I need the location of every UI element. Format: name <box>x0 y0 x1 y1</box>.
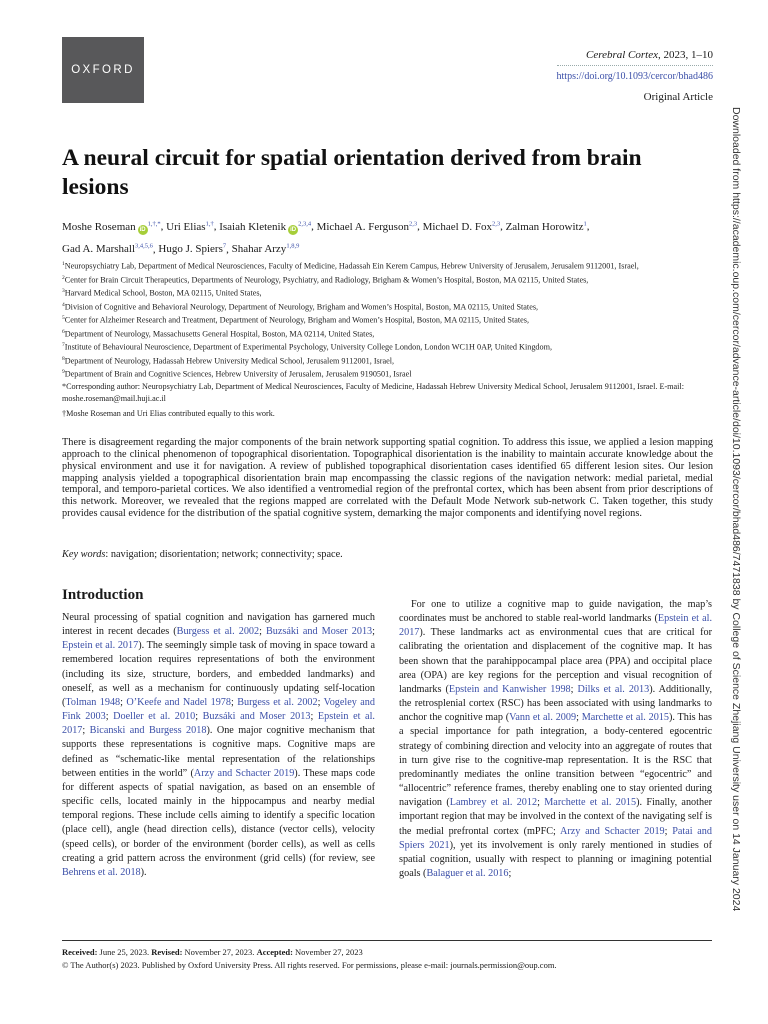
citation-link[interactable]: Marchette et al. 2015 <box>581 712 669 724</box>
affiliation-text: Department of Brain and Cognitive Sciences, Hebrew University of Jerusalem, Jerusalem 9190501, Israel <box>64 369 412 379</box>
citation-link[interactable]: Epstein et al. 2017 <box>399 613 712 639</box>
affiliation <box>62 354 712 368</box>
author-name[interactable]: Moshe Roseman <box>62 220 136 233</box>
affiliation-text: Institute of Behavioural Neuroscience, Department of Experimental Psychology, University College London, London WC1H 0AP, United Kingdom, <box>64 342 553 352</box>
affiliation <box>62 340 712 354</box>
author-name[interactable]: Hugo J. Spiers <box>158 243 223 256</box>
article-footer <box>62 946 712 972</box>
received-date: June 25, 2023. <box>97 947 150 957</box>
abstract: There is disagreement regarding the major components of the brain network supporting spatial cognition. To address this issue, we applied a lesion mapping approach to the clinical phenomenon of topographical disorientation. Topographical disorientation is the inability to maintain accurate knowledge about the physical environment and use it for navigation. A review of published topographical disorientation cases identified 65 different lesion sites. Our lesion mapping analysis yielded a topographical disorientation brain map encompassing the classic regions of the navigation network: medial parietal, medial temporal, and temporo-parietal cortices. We also identified a ventromedial region of the prefrontal cortex, which has been absent from prior descriptions of this network. Moreover, we revealed that the regions mapped are correlated with the Default Mode Network sub-network C. Taken together, this study provides causal evidence for the distribution of the spatial cognitive system, demarking the major components and identifying novel regions. <box>62 437 713 520</box>
keywords-text: : navigation; disorientation; network; connectivity; space. <box>105 549 343 560</box>
affiliation <box>62 327 712 341</box>
received-label: Received: <box>62 947 98 957</box>
oxford-logo <box>62 37 144 103</box>
citation-link[interactable]: Burgess et al. 2002 <box>237 696 318 708</box>
author[interactable] <box>62 221 161 233</box>
affiliations <box>62 259 712 420</box>
publisher-name: OXFORD <box>71 64 135 76</box>
journal-citation <box>557 45 713 65</box>
corresponding-author: *Corresponding author: Neuropsychiatry Lab, Department of Medical Neurosciences, Faculty of Medicine, Hadassah Hebrew University Medical School, Jerusalem 9112001, Israel. E-mail: moshe.roseman@mail.huji.ac.il <box>62 381 684 403</box>
affiliation-number: 4 <box>62 301 65 308</box>
author-affiliation-marks: 2,3 <box>408 220 418 227</box>
author-affiliation-marks: 1,† <box>205 220 214 227</box>
citation-link[interactable]: Behrens et al. 2018 <box>62 866 141 878</box>
author-name[interactable]: Gad A. Marshall <box>62 243 136 256</box>
author-affiliation-marks: 1 <box>583 220 587 227</box>
author-name[interactable]: Michael A. Ferguson <box>316 220 409 233</box>
history-dates <box>62 946 712 959</box>
accepted-date: November 27, 2023 <box>292 947 363 957</box>
affiliation <box>62 300 712 314</box>
keywords <box>62 549 713 560</box>
citation-link[interactable]: Marchette et al. 2015 <box>544 797 637 809</box>
author-affiliation-marks: 1,†,* <box>147 220 161 227</box>
affiliation-text: Center for Alzheimer Research and Treatment, Department of Neurology, Brigham and Women’s Hospital, Boston, MA 02115, United States, <box>64 315 530 325</box>
author[interactable] <box>317 221 418 233</box>
accepted-label: Accepted: <box>256 947 293 957</box>
author-affiliation-marks: 1,8,9 <box>286 242 300 250</box>
citation-link[interactable]: Patai and Spiers 2021 <box>399 825 712 851</box>
affiliation-number: 2 <box>62 274 65 281</box>
author-affiliation-marks: 3,4,5,6 <box>135 242 153 250</box>
affiliation-text: Department of Neurology, Hadassah Hebrew University Medical School, Jerusalem 9112001, Israel, <box>64 356 395 366</box>
orcid-icon[interactable]: iD <box>290 226 297 233</box>
author[interactable] <box>506 221 587 233</box>
citation-link[interactable]: Vogeley and Fink 2003 <box>62 696 375 723</box>
intro-paragraph-right: For one to utilize a cognitive map to guide navigation, the map’s coordinates must be anchored to stable real-world landmarks (Epstein et al. 2017). These landmarks act as environmental cues that are critical for calibrating the orientation and displacement of the cognitive map. It has been shown that the parahippocampal place area (PPA) and occipital place area (OPA) are key regions for the perception and visual recognition of landmarks (Epstein and Kanwisher 1998; Dilks et al. 2013). Additionally, the retrosplenial cortex (RSC) has been associated with using landmarks to anchor the cognitive map (Vann et al. 2009; Marchette et al. 2015). This has a special importance for path integration, a body-centered egocentric strategy of combining direction and velocity into an aggregate of routes that in turn give rise to the cognitive-map representation. It is the RSC that predominantly mediates the online transition between “egocentric” and “allocentric” reference frames, thereby enabling one to stay oriented during navigation (Lambrey et al. 2012; Marchette et al. 2015). Finally, another important region that may be involved in the context of the navigating self is the medial prefrontal cortex (mPFC; Arzy and Schacter 2019; Patai and Spiers 2021), yet its involvement is only rarely mentioned in studies of spatial cognition, usually with respect to planning or imagining potential goals (Balaguer et al. 2016; <box>399 599 713 879</box>
affiliation-number: 8 <box>62 355 65 362</box>
affiliation-number: 3 <box>62 288 65 295</box>
author-name[interactable]: Uri Elias <box>166 220 206 233</box>
author-list: Moshe Roseman $iD^{1,\dagger,*}$, Uri Elias$^{1,\dagger}$, Isaiah Kletenik iD$^{2,3,4}$, Michael A. Ferguson$^{2,3}$, Michael D. Fox$^{2,3}$, Zalman Horowitz$^1$, Gad A. Marshall$^{3,4,5,6}$, Hugo J. Spiers$^7$, Shahar Arzy$^{1,8,9}$ <box>62 220 590 256</box>
affiliation <box>62 273 712 287</box>
citation-link[interactable]: Buzsáki and Moser 2013 <box>202 711 311 723</box>
article-title: A neural circuit for spatial orientation derived from brain lesions <box>62 145 642 200</box>
journal-name: Cerebral Cortex <box>586 49 658 61</box>
affiliation-text: Center for Brain Circuit Therapeutics, Departments of Neurology, Psychiatry, and Radiology, Brigham & Women’s Hospital, Boston, MA 02115, United States, <box>64 275 589 285</box>
footer-divider <box>62 940 712 941</box>
affiliation-number: 9 <box>62 369 65 376</box>
citation-link[interactable]: Buzsáki and Moser 2013 <box>266 626 373 638</box>
citation-link[interactable]: Epstein et al. 2017 <box>62 640 139 652</box>
affiliation <box>62 367 712 381</box>
affiliation <box>62 286 712 300</box>
citation-link[interactable]: Arzy and Schacter 2019 <box>560 825 665 837</box>
citation-link[interactable]: O’Keefe and Nadel 1978 <box>126 696 231 708</box>
author[interactable] <box>62 243 153 255</box>
citation-link[interactable]: Bicanski and Burgess 2018 <box>89 725 207 737</box>
author[interactable] <box>166 221 214 233</box>
citation-link[interactable]: Vann et al. 2009 <box>509 712 577 724</box>
affiliation-text: Harvard Medical School, Boston, MA 02115, United States, <box>64 288 262 298</box>
intro-paragraph-left: Neural processing of spatial cognition and navigation has garnered much interest in recent decades (Burgess et al. 2002; Buzsáki and Moser 2013; Epstein et al. 2017). The seemingly simple task of moving in space toward a remembered location requires representations of both the environment (including its size, structure, borders, and embedded landmarks) and oneself, as well as a mechanism for continuously updating self-location (Tolman 1948; O’Keefe and Nadel 1978; Burgess et al. 2002; Vogeley and Fink 2003; Doeller et al. 2010; Buzsáki and Moser 2013; Epstein et al. 2017; Bicanski and Burgess 2018). One major cognitive mechanism that supports these representations is cognitive maps. Cognitive maps are defined as “schematic-like mental representation of the relationships between entities in the world” (Arzy and Schacter 2019). These maps code for different aspects of spatial navigation, as based on an ensemble of specific cells, located mainly in the hippocampus and nearby medial temporal regions. These include cells aiming to identify a specific location (place cell), angle (head direction cells), distance (vector cells), velocity (speed cells), or border of the environment (border cells), as well as cells creating a grid pattern across the environment (grid cells) (for review, see Behrens et al. 2018). <box>62 612 375 878</box>
orcid-icon[interactable]: iD <box>139 226 146 233</box>
affiliation-number: 6 <box>62 328 65 335</box>
citation-link[interactable]: Burgess et al. 2002 <box>176 626 260 638</box>
affiliation-number: 5 <box>62 315 65 322</box>
citation-link[interactable]: Arzy and Schacter 2019 <box>193 767 295 779</box>
author-name[interactable]: Isaiah Kletenik <box>219 220 287 233</box>
download-stamp: Downloaded from https://academic.oup.com/cercor/advance-article/doi/10.1093/cercor/bhad486/7471838 by College of Science Zhejiang University user on 14 January 2024 <box>730 107 742 912</box>
affiliation-text: Neuropsychiatry Lab, Department of Medical Neurosciences, Faculty of Medicine, Hadassah Ein Kerem Campus, Hebrew University of Jerusalem, Jerusalem 9112001, Israel, <box>64 261 639 271</box>
citation-link[interactable]: Tolman 1948 <box>65 696 121 708</box>
author[interactable] <box>219 221 311 233</box>
keywords-label: Key words <box>62 549 106 560</box>
author[interactable] <box>158 243 226 255</box>
author-name[interactable]: Michael D. Fox <box>422 220 492 233</box>
citation-link[interactable]: Doeller et al. 2010 <box>113 711 196 723</box>
citation-link[interactable]: Balaguer et al. 2016 <box>426 867 509 879</box>
citation-link[interactable]: Epstein et al. 2017 <box>62 711 375 737</box>
equal-contribution-note: †Moshe Roseman and Uri Elias contributed equally to this work. <box>62 409 275 419</box>
revised-label: Revised: <box>151 947 183 957</box>
doi-link[interactable]: https://doi.org/10.1093/cercor/bhad486 <box>557 65 713 87</box>
section-heading-introduction: Introduction <box>62 587 144 603</box>
affiliation-text: Department of Neurology, Massachusetts General Hospital, Boston, MA 02114, United States, <box>64 329 375 339</box>
affiliation <box>62 259 712 273</box>
citation-link[interactable]: Lambrey et al. 2012 <box>449 797 538 809</box>
journal-year-pages: , 2023, 1–10 <box>658 49 713 61</box>
author-name[interactable]: Zalman Horowitz <box>505 220 584 233</box>
journal-header <box>557 45 713 107</box>
citation-link[interactable]: Dilks et al. 2013 <box>577 683 650 695</box>
revised-date: November 27, 2023. <box>182 947 255 957</box>
author[interactable] <box>232 243 300 255</box>
author[interactable] <box>423 221 500 233</box>
affiliation-number: 1 <box>62 261 65 267</box>
affiliation <box>62 313 712 327</box>
affiliation-text: Division of Cognitive and Behavioral Neurology, Department of Neurology, Brigham and Women’s Hospital, Boston, MA 02115, United States, <box>64 302 539 312</box>
author-affiliation-marks: 2,3 <box>491 220 501 227</box>
affiliation-number: 7 <box>62 342 65 349</box>
copyright: © The Author(s) 2023. Published by Oxford University Press. All rights reserved. For permissions, please e-mail: journals.permission@oup.com. <box>62 960 557 970</box>
author-affiliation-marks: 7 <box>222 242 227 250</box>
author-name[interactable]: Shahar Arzy <box>231 243 287 256</box>
citation-link[interactable]: Epstein and Kanwisher 1998 <box>448 683 571 695</box>
author-affiliation-marks: 2,3,4 <box>298 220 312 227</box>
article-type: Original Article <box>643 91 713 103</box>
